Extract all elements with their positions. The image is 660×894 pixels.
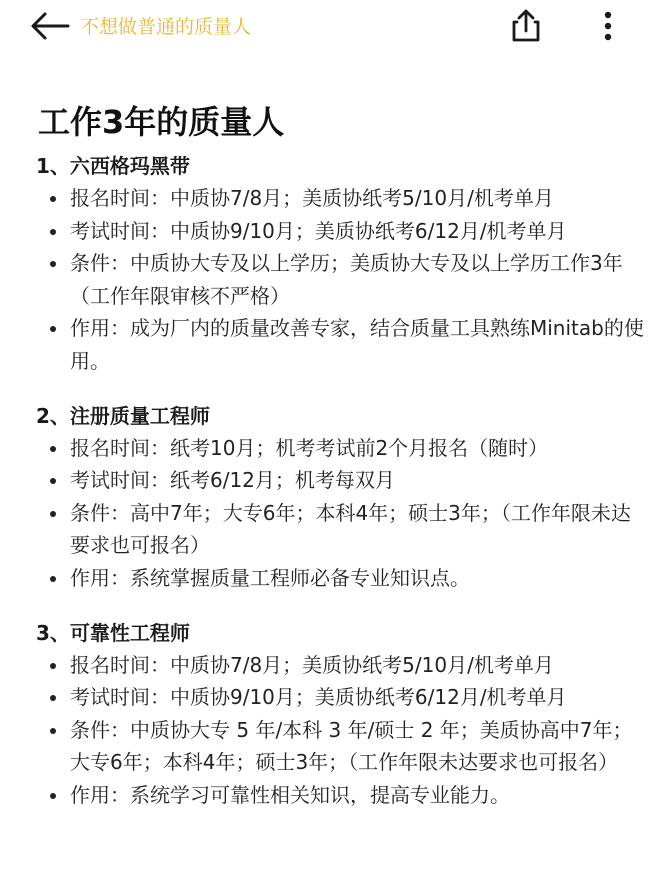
section-heading: 2、注册质量工程师 xyxy=(36,403,210,428)
list-item: 报名时间：中质协7/8月；美质协纸考5/10月/机考单月 xyxy=(36,649,648,682)
bullet-list xyxy=(36,432,648,595)
section-heading: 1、六西格玛黑带 xyxy=(36,154,190,178)
account-name[interactable]: 不想做普通的质量人 xyxy=(80,16,252,38)
article-body xyxy=(36,150,648,812)
section xyxy=(36,400,648,595)
list-item: 作用：系统掌握质量工程师必备专业知识点。 xyxy=(36,562,648,595)
section-heading: 3、可靠性工程师 xyxy=(36,620,190,645)
list-item: 考试时间：纸考6/12月；机考每双月 xyxy=(36,464,648,497)
list-item: 条件：中质协大专及以上学历；美质协大专及以上学历工作3年（工作年限审核不严格） xyxy=(36,247,648,312)
bullet-list xyxy=(36,182,648,378)
more-button[interactable] xyxy=(596,8,620,44)
bullet-list xyxy=(36,649,648,812)
share-icon xyxy=(508,6,544,44)
list-item: 考试时间：中质协9/10月；美质协纸考6/12月/机考单月 xyxy=(36,681,648,714)
list-item: 报名时间：纸考10月；机考考试前2个月报名（随时） xyxy=(36,432,648,465)
share-button[interactable] xyxy=(508,6,544,44)
section xyxy=(36,617,648,812)
more-vertical-icon xyxy=(596,8,620,44)
arrow-left-icon xyxy=(28,10,72,42)
back-button[interactable] xyxy=(28,10,72,42)
list-item: 报名时间：中质协7/8月；美质协纸考5/10月/机考单月 xyxy=(36,182,648,215)
top-bar xyxy=(0,0,660,56)
list-item: 作用：成为厂内的质量改善专家，结合质量工具熟练Minitab的使用。 xyxy=(36,312,648,377)
article-title: 工作3年的质量人 xyxy=(38,103,285,142)
list-item: 作用：系统学习可靠性相关知识，提高专业能力。 xyxy=(36,779,648,812)
list-item: 条件：中质协大专 5 年/本科 3 年/硕士 2 年；美质协高中7年；大专6年；本科4年；硕士3年；（工作年限未达要求也可报名） xyxy=(36,714,648,779)
list-item: 考试时间：中质协9/10月；美质协纸考6/12月/机考单月 xyxy=(36,215,648,248)
list-item: 条件：高中7年；大专6年；本科4年；硕士3年；（工作年限未达要求也可报名） xyxy=(36,497,648,562)
section xyxy=(36,150,648,378)
